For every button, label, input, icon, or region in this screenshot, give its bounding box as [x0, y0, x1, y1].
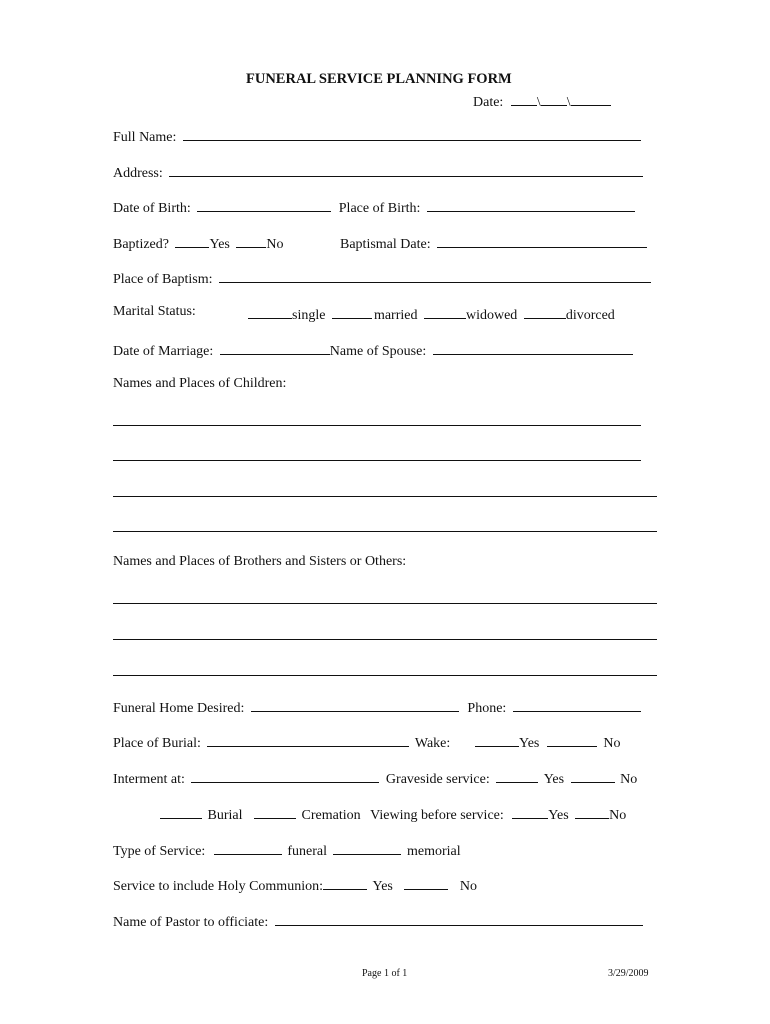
- pastor-field[interactable]: [275, 911, 643, 926]
- interment-field[interactable]: [191, 768, 379, 783]
- form-title: FUNERAL SERVICE PLANNING FORM: [246, 71, 512, 87]
- phone-field[interactable]: [513, 697, 641, 712]
- children-line[interactable]: [113, 425, 641, 426]
- address-label: Address:: [113, 166, 163, 181]
- baptized-no-label: No: [266, 237, 284, 252]
- wake-yes-label: Yes: [519, 736, 540, 751]
- graveside-no-label: No: [620, 772, 638, 787]
- communion-no-label: No: [459, 879, 477, 894]
- memorial-field[interactable]: [333, 840, 401, 855]
- wake-label: Wake:: [414, 736, 451, 751]
- date-year-field[interactable]: [571, 91, 611, 106]
- burial-place-row: [113, 732, 450, 752]
- children-line[interactable]: [113, 496, 657, 497]
- cremation-field[interactable]: [254, 804, 296, 819]
- interment-label: Interment at:: [113, 772, 185, 787]
- footer-date: 3/29/2009: [608, 968, 649, 979]
- widowed-field[interactable]: [424, 304, 466, 319]
- pastor-row: [113, 911, 643, 931]
- marital-status-label: Marital Status:: [113, 304, 196, 319]
- viewing-yes-field[interactable]: [512, 804, 548, 819]
- place-of-birth-field[interactable]: [427, 197, 635, 212]
- divorced-field[interactable]: [524, 304, 566, 319]
- name-of-spouse-field[interactable]: [433, 340, 633, 355]
- full-name-row: [113, 126, 641, 146]
- marital-status-label-wrap: [113, 304, 196, 320]
- interment-row: [113, 768, 637, 788]
- married-field[interactable]: [332, 304, 372, 319]
- baptized-label: Baptized?: [113, 237, 169, 252]
- baptized-row: [113, 233, 283, 253]
- phone-label: Phone:: [467, 701, 507, 716]
- place-of-burial-field[interactable]: [207, 732, 409, 747]
- wake-no-label: No: [603, 736, 621, 751]
- place-of-baptism-field[interactable]: [219, 268, 651, 283]
- address-field[interactable]: [169, 162, 643, 177]
- burial-label: Burial: [207, 808, 243, 823]
- communion-yes-label: Yes: [372, 879, 393, 894]
- single-field[interactable]: [248, 304, 292, 319]
- funeral-home-row: [113, 697, 641, 717]
- memorial-label: memorial: [406, 844, 461, 859]
- wake-yes-field[interactable]: [475, 732, 519, 747]
- baptized-yes-field[interactable]: [175, 233, 209, 248]
- funeral-field[interactable]: [214, 840, 282, 855]
- baptismal-date-label: Baptismal Date:: [340, 237, 431, 252]
- baptized-yes-label: Yes: [209, 237, 230, 252]
- date-label: Date:: [473, 95, 504, 110]
- address-row: [113, 162, 643, 182]
- date-of-birth-field[interactable]: [197, 197, 331, 212]
- place-of-baptism-label: Place of Baptism:: [113, 272, 213, 287]
- page-number: Page 1 of 1: [362, 968, 408, 979]
- graveside-no-field[interactable]: [571, 768, 615, 783]
- graveside-yes-label: Yes: [543, 772, 565, 787]
- baptized-no-field[interactable]: [236, 233, 266, 248]
- single-label: single: [292, 308, 326, 323]
- name-of-spouse-label: Name of Spouse:: [329, 344, 427, 359]
- wake-options: [475, 732, 621, 752]
- viewing-no-field[interactable]: [575, 804, 609, 819]
- communion-row: [113, 875, 477, 895]
- place-of-burial-label: Place of Burial:: [113, 736, 201, 751]
- date-of-marriage-label: Date of Marriage:: [113, 344, 214, 359]
- disposition-row: [160, 804, 626, 824]
- date-of-marriage-field[interactable]: [220, 340, 330, 355]
- funeral-label: funeral: [287, 844, 327, 859]
- type-of-service-row: [113, 840, 461, 860]
- viewing-label: Viewing before service:: [370, 808, 504, 823]
- graveside-label: Graveside service:: [385, 772, 490, 787]
- pastor-label: Name of Pastor to officiate:: [113, 915, 269, 930]
- cremation-label: Cremation: [301, 808, 361, 823]
- communion-no-field[interactable]: [404, 875, 448, 890]
- funeral-home-label: Funeral Home Desired:: [113, 701, 245, 716]
- children-line[interactable]: [113, 531, 657, 532]
- baptismal-date-row: [340, 233, 647, 253]
- date-of-birth-label: Date of Birth:: [113, 201, 191, 216]
- children-label: Names and Places of Children:: [113, 376, 287, 391]
- type-of-service-label: Type of Service:: [113, 844, 206, 859]
- siblings-line[interactable]: [113, 603, 657, 604]
- divorced-label: divorced: [565, 308, 615, 323]
- funeral-home-field[interactable]: [251, 697, 459, 712]
- siblings-line[interactable]: [113, 675, 657, 676]
- graveside-yes-field[interactable]: [496, 768, 538, 783]
- children-line[interactable]: [113, 460, 641, 461]
- married-label: married: [373, 308, 418, 323]
- baptismal-date-field[interactable]: [437, 233, 647, 248]
- viewing-yes-label: Yes: [548, 808, 569, 823]
- marriage-row: [113, 340, 633, 360]
- viewing-no-label: No: [609, 808, 627, 823]
- date-row: [473, 91, 611, 111]
- full-name-field[interactable]: [183, 126, 641, 141]
- communion-label: Service to include Holy Communion:: [113, 879, 323, 894]
- marital-status-options: [248, 304, 615, 324]
- wake-no-field[interactable]: [547, 732, 597, 747]
- place-of-baptism-row: [113, 268, 651, 288]
- date-day-field[interactable]: [541, 91, 567, 106]
- burial-field[interactable]: [160, 804, 202, 819]
- siblings-label: Names and Places of Brothers and Sisters or Others:: [113, 554, 407, 569]
- date-month-field[interactable]: [511, 91, 537, 106]
- siblings-line[interactable]: [113, 639, 657, 640]
- birth-row: [113, 197, 635, 217]
- widowed-label: widowed: [465, 308, 518, 323]
- communion-yes-field[interactable]: [323, 875, 367, 890]
- place-of-birth-label: Place of Birth:: [338, 201, 421, 216]
- full-name-label: Full Name:: [113, 130, 177, 145]
- date-separator: \: [536, 95, 541, 110]
- date-separator: \: [566, 95, 571, 110]
